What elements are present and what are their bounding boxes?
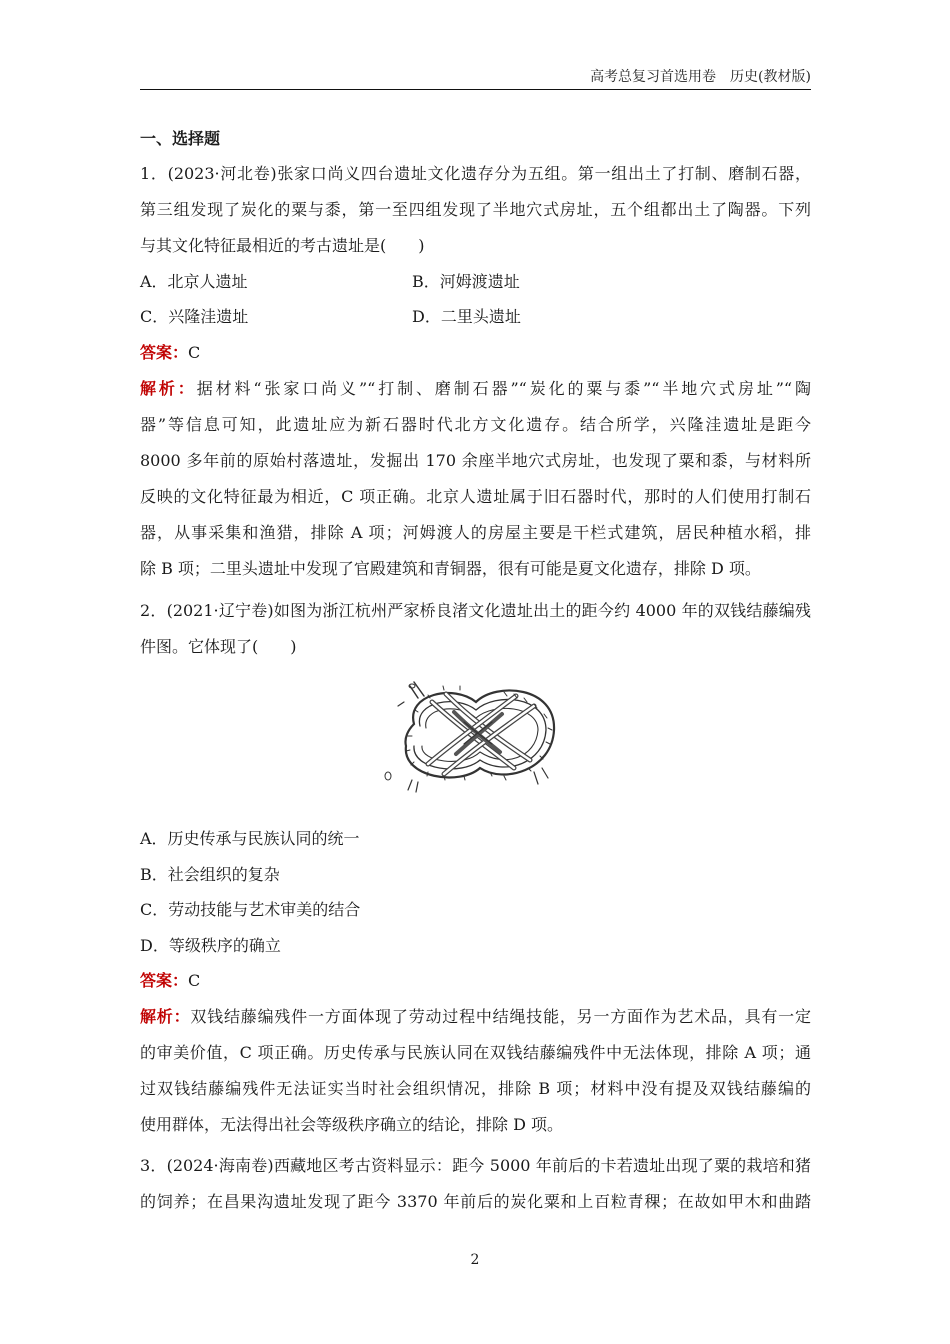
q1-stem-line-1: 1．(2023·河北卷)张家口尚义四台遗址文化遗存分为五组。第一组出土了打制、磨制石器，: [140, 164, 811, 183]
q2-stem-line-1: 2．(2021·辽宁卷)如图为浙江杭州严家桥良渚文化遗址出土的距今约 4000 年的双钱结藤编残: [140, 601, 811, 620]
q2-option-b: B．社会组织的复杂: [140, 865, 280, 884]
q1-option-row-1: [140, 272, 811, 292]
q2-answer-label: 答案：: [140, 971, 189, 990]
q2-analysis-label: 解析：: [140, 1007, 191, 1026]
q2-answer-value: C: [188, 971, 201, 990]
page-number: 2: [470, 1252, 480, 1268]
q1-analysis-text-1: 据材料“张家口尚义”“打制、磨制石器”“炭化的粟与黍”“半地穴式房址”“陶: [196, 379, 811, 398]
q2-stem-line-2: 件图。它体现了( ): [140, 637, 297, 656]
section-title: 一、选择题: [140, 129, 221, 148]
q1-answer-label: 答案：: [140, 343, 189, 362]
q2-option-d: D．等级秩序的确立: [140, 936, 281, 955]
q2-option-c: C．劳动技能与艺术审美的结合: [140, 900, 361, 919]
q3-stem-line-1: 3．(2024·海南卷)西藏地区考古资料显示：距今 5000 年前后的卡若遗址出现了粟的栽培和猪: [140, 1156, 811, 1175]
q1-stem-line-2: 第三组发现了炭化的粟与黍，第一至四组发现了半地穴式房址，五个组都出土了陶器。下列: [140, 200, 811, 219]
q1-option-b: B．河姆渡遗址: [412, 272, 520, 291]
q1-option-a: A．北京人遗址: [140, 272, 248, 291]
q1-option-c: C．兴隆洼遗址: [140, 307, 249, 326]
q1-answer-value: C: [188, 343, 201, 362]
q2-analysis-line-4: 使用群体，无法得出社会等级秩序确立的结论，排除 D 项。: [140, 1115, 564, 1134]
q2-analysis-line-3: 过双钱结藤编残件无法证实当时社会组织情况，排除 B 项；材料中没有提及双钱结藤编的: [140, 1079, 811, 1098]
q2-analysis-text-1: 双钱结藤编残件一方面体现了劳动过程中结绳技能，另一方面作为艺术品，具有一定: [190, 1007, 811, 1026]
q1-analysis-line-4: 反映的文化特征最为相近，C 项正确。北京人遗址属于旧石器时代，那时的人们使用打制石: [140, 487, 811, 506]
q1-analysis-line-2: 器”等信息可知，此遗址应为新石器时代北方文化遗存。结合所学，兴隆洼遗址是距今: [140, 415, 811, 434]
running-header: 高考总复习首选用卷 历史(教材版): [590, 69, 811, 85]
double-coin-knot-illustration: [384, 672, 566, 800]
q2-answer: [140, 971, 811, 991]
q1-analysis-line-6: 除 B 项；二里头遗址中发现了官殿建筑和青铜器，很有可能是夏文化遗存，排除 D 项。: [140, 559, 761, 578]
q2-option-a: A．历史传承与民族认同的统一: [140, 829, 360, 848]
q1-analysis-label: 解析：: [140, 379, 197, 398]
q1-analysis-line-3: 8000 多年前的原始村落遗址，发掘出 170 余座半地穴式房址，也发现了粟和黍，与材料所: [140, 451, 811, 470]
header-divider: [140, 89, 811, 90]
rattan-knot-figure: [384, 672, 566, 800]
q1-analysis-line-1: [140, 379, 811, 399]
q1-option-row-2: [140, 307, 811, 327]
q1-stem-line-3: 与其文化特征最相近的考古遗址是( ): [140, 236, 425, 255]
q1-option-d: D．二里头遗址: [412, 307, 521, 326]
q2-analysis-line-1: [140, 1007, 811, 1027]
q2-analysis-line-2: 的审美价值，C 项正确。历史传承与民族认同在双钱结藤编残件中无法体现，排除 A 项；通: [140, 1043, 811, 1062]
q1-analysis-line-5: 器，从事采集和渔猎，排除 A 项；河姆渡人的房屋主要是干栏式建筑，居民种植水稻，排: [140, 523, 811, 542]
q1-answer: [140, 343, 811, 363]
q3-stem-line-2: 的饲养；在昌果沟遗址发现了距今 3370 年前后的炭化粟和上百粒青稞；在故如甲木和曲踏: [140, 1192, 811, 1211]
